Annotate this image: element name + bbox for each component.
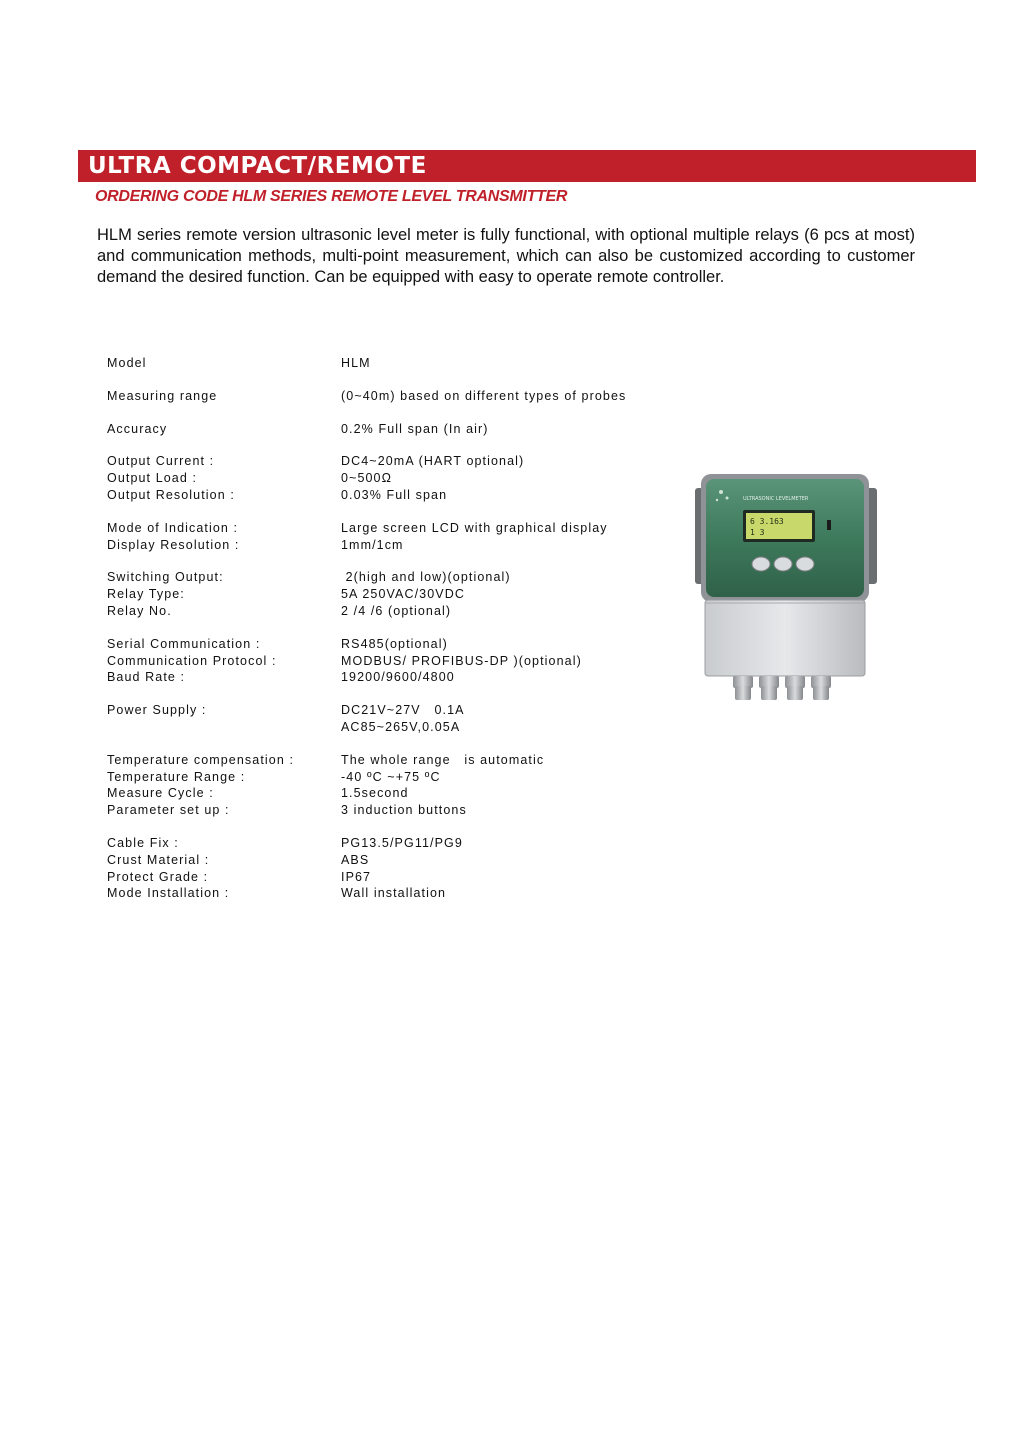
spec-label: Switching Output: bbox=[107, 570, 224, 585]
spec-value: ABS bbox=[341, 852, 370, 867]
spec-value: HLM bbox=[341, 356, 371, 370]
spec-value: 2(high and low)(optional) bbox=[341, 570, 511, 585]
spec-row bbox=[107, 586, 687, 603]
spec-row bbox=[107, 421, 687, 438]
faceplate-label: ULTRASONIC LEVELMETER bbox=[743, 496, 809, 502]
spec-value: 19200/9600/4800 bbox=[341, 670, 455, 685]
spec-label: Relay No. bbox=[107, 603, 172, 618]
section-banner: ULTRA COMPACT/REMOTE bbox=[78, 150, 976, 182]
spec-row bbox=[107, 487, 687, 504]
spec-label: Power Supply : bbox=[107, 703, 207, 718]
spec-label: Protect Grade : bbox=[107, 869, 209, 884]
spec-value: -40 ºC ~+75 ºC bbox=[341, 769, 441, 784]
spec-value: 2 /4 /6 (optional) bbox=[341, 603, 452, 618]
spec-group bbox=[107, 636, 687, 686]
spec-group bbox=[107, 520, 687, 554]
spec-row bbox=[107, 802, 687, 819]
spec-label: Parameter set up : bbox=[107, 803, 230, 818]
button-3-icon bbox=[796, 557, 814, 571]
spec-group bbox=[107, 421, 687, 438]
lcd-line-1: 6 3.163 bbox=[750, 517, 784, 526]
lcd-line-2: 1 3 bbox=[750, 528, 765, 537]
spec-label: Temperature compensation : bbox=[107, 752, 295, 767]
spec-group bbox=[107, 569, 687, 619]
button-2-icon bbox=[774, 557, 792, 571]
spec-label: Output Resolution : bbox=[107, 487, 235, 502]
spec-value: 0~500Ω bbox=[341, 471, 393, 486]
intro-paragraph: HLM series remote version ultrasonic level meter is fully functional, with optional multiple relays (6 pcs at most) and communication methods, multi-point measurement, which can also be customized according to customer demand the desired function. Can be equipped with easy to operate remote controller. bbox=[97, 226, 915, 286]
spec-label: Communication Protocol : bbox=[107, 653, 277, 668]
spec-label: Relay Type: bbox=[107, 587, 185, 602]
spec-value: DC4~20mA (HART optional) bbox=[341, 454, 525, 469]
spec-row bbox=[107, 752, 687, 769]
spec-label: Output Load : bbox=[107, 471, 198, 486]
spec-table bbox=[107, 355, 687, 918]
spec-value: Large screen LCD with graphical display bbox=[341, 520, 608, 535]
spec-label: Accuracy bbox=[107, 421, 168, 436]
spec-row bbox=[107, 355, 687, 372]
spec-row bbox=[107, 785, 687, 802]
spec-group bbox=[107, 355, 687, 372]
spec-value: AC85~265V,0.05A bbox=[341, 719, 461, 734]
spec-value: MODBUS/ PROFIBUS-DP )(optional) bbox=[341, 653, 582, 668]
spec-label: Mode Installation : bbox=[107, 886, 230, 901]
button-1-icon bbox=[752, 557, 770, 571]
spec-row bbox=[107, 719, 687, 736]
spec-row bbox=[107, 603, 687, 620]
spec-value: 1mm/1cm bbox=[341, 537, 404, 552]
spec-value: 0.2% Full span (In air) bbox=[341, 421, 489, 436]
spec-row bbox=[107, 520, 687, 537]
spec-label bbox=[107, 719, 341, 736]
spec-value: 5A 250VAC/30VDC bbox=[341, 587, 465, 602]
terminal-box bbox=[705, 600, 865, 676]
spec-label: Model bbox=[107, 356, 147, 370]
spec-label: Temperature Range : bbox=[107, 769, 246, 784]
spec-row bbox=[107, 702, 687, 719]
spec-label: Cable Fix : bbox=[107, 835, 179, 850]
spec-value: The whole range is automatic bbox=[341, 752, 545, 767]
spec-label: Serial Communication : bbox=[107, 636, 261, 651]
transmitter-product-photo bbox=[695, 470, 877, 705]
spec-row bbox=[107, 885, 687, 902]
spec-label: Display Resolution : bbox=[107, 537, 240, 552]
spec-row bbox=[107, 470, 687, 487]
spec-label: Baud Rate : bbox=[107, 670, 186, 685]
spec-row bbox=[107, 669, 687, 686]
spec-value: Wall installation bbox=[341, 886, 447, 901]
spec-row bbox=[107, 869, 687, 886]
spec-value: 1.5second bbox=[341, 786, 409, 801]
ordering-code-subtitle: ORDERING CODE HLM SERIES REMOTE LEVEL TRANSMITTER bbox=[95, 188, 568, 205]
spec-label: Measuring range bbox=[107, 388, 218, 403]
spec-row bbox=[107, 653, 687, 670]
spec-row bbox=[107, 769, 687, 786]
spec-row bbox=[107, 835, 687, 852]
spec-label: Crust Material : bbox=[107, 852, 210, 867]
spec-row bbox=[107, 569, 687, 586]
spec-group bbox=[107, 388, 687, 405]
spec-row bbox=[107, 636, 687, 653]
spec-value: 3 induction buttons bbox=[341, 803, 467, 818]
spec-row bbox=[107, 537, 687, 554]
spec-row bbox=[107, 453, 687, 470]
spec-label: Output Current : bbox=[107, 454, 215, 469]
spec-value: RS485(optional) bbox=[341, 636, 448, 651]
spec-value: DC21V~27V 0.1A bbox=[341, 703, 465, 718]
spec-row bbox=[107, 388, 687, 405]
spec-group bbox=[107, 752, 687, 819]
spec-row bbox=[107, 852, 687, 869]
spec-group bbox=[107, 453, 687, 503]
spec-value: (0~40m) based on different types of probes bbox=[341, 388, 627, 403]
spec-label: Mode of Indication : bbox=[107, 520, 239, 535]
spec-group bbox=[107, 702, 687, 736]
spec-value: 0.03% Full span bbox=[341, 487, 448, 502]
spec-group bbox=[107, 835, 687, 902]
spec-value: PG13.5/PG11/PG9 bbox=[341, 835, 463, 850]
spec-label: Measure Cycle : bbox=[107, 786, 214, 801]
spec-value: IP67 bbox=[341, 869, 372, 884]
